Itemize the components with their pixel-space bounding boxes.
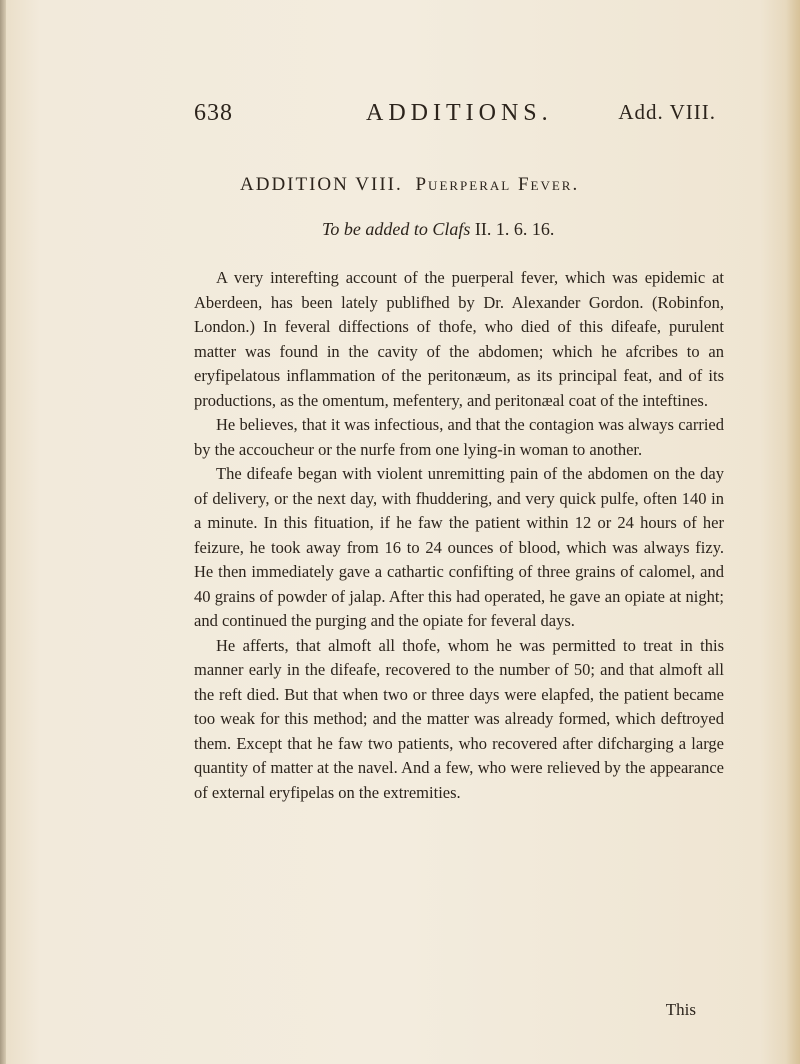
paragraph: The difeafe began with violent unremitting pain of the abdomen on the day of delivery, or the next day, with fhuddering, and very quick pulfe, often 140 in a minute. In this fituation, if he faw the patient within 12 or 24 hours of her feizure, he took away from 16 to 24 ounces of blood, which was always fizy. He then immediately gave a cathartic confifting of three grains of calomel, and 40 grains of powder of jalap. After this had operated, he gave an opiate at night; and continued the purging and the opiate for feveral days. bbox=[194, 464, 724, 630]
paragraph: He afferts, that almoft all thofe, whom he was permitted to treat in this manner early in the difeafe, recovered to the number of 50; and that almoft all the reft died. But that when two or three days were elapfed, the patient became too weak for this method; and the matter was already formed, which deftroyed them. Except that he faw two patients, who recovered after difcharging a large quantity of matter at the navel. And a few, who were relieved by the appearance of external eryfipelas on the extremities. bbox=[194, 635, 724, 802]
running-header bbox=[194, 100, 716, 134]
paragraph: A very interefting account of the puerperal fever, which was epidemic at Aberdeen, has been lately publifhed by Dr. Alexander Gordon. (Robinfon, London.) In feveral diffections of thofe, who died of this difeafe, purulent matter was found in the cavity of the abdomen; which he afcribes to an eryfipelatous inflammation of the peritonæum, as its principal feat, and of its productions, as the omentum, mefentery, and peritonæal coat of the inteftines. bbox=[194, 268, 724, 410]
page-edge-stain bbox=[786, 0, 800, 1064]
paragraph: He believes, that it was infectious, and that the contagion was always carried by the accoucheur or the nurfe from one lying-in woman to another. bbox=[194, 415, 724, 459]
section-marker: Add. VIII. bbox=[618, 100, 716, 124]
body-text bbox=[194, 266, 724, 805]
page-number: 638 bbox=[194, 100, 233, 126]
section-title-topic: Puerperal Fever. bbox=[415, 174, 580, 195]
page-gutter-shadow bbox=[0, 0, 6, 1064]
subtitle-prefix: To be added to Clafs bbox=[322, 219, 471, 239]
section-title bbox=[240, 174, 700, 196]
running-title: ADDITIONS. bbox=[366, 100, 553, 126]
section-title-main: ADDITION VIII. bbox=[240, 174, 403, 195]
catchword: This bbox=[665, 1000, 696, 1019]
section-subtitle bbox=[322, 219, 554, 240]
subtitle-reference: II. 1. 6. 16. bbox=[474, 219, 555, 239]
